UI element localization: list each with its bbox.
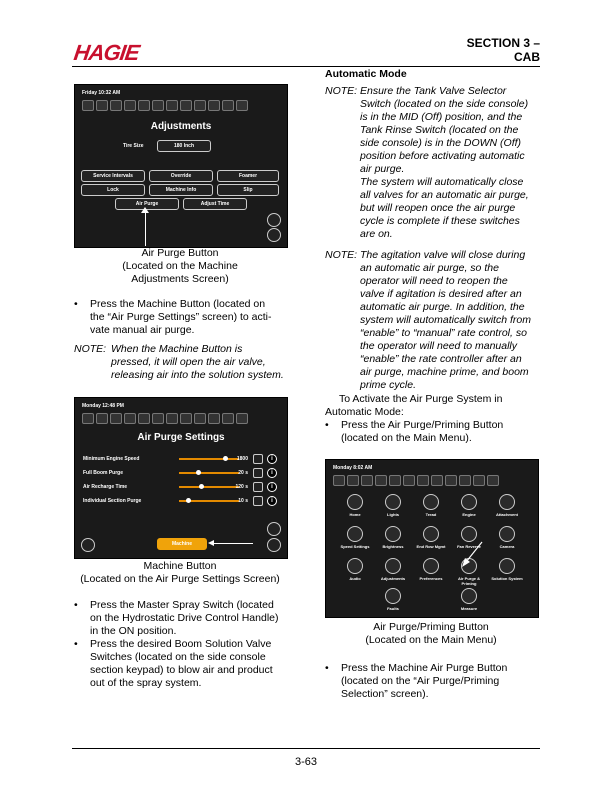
back-icon[interactable] (81, 538, 95, 552)
adjust-time-button[interactable]: Adjust Time (183, 198, 247, 210)
menu-attachment[interactable]: Attachment (490, 494, 524, 517)
callout-arrow (446, 540, 486, 570)
bullet-air-purge-priming: • Press the Air Purge/Priming Button (located on the Main Menu). (325, 419, 504, 444)
main-menu-screenshot (325, 459, 539, 618)
note-body: Switch (located on the side console) is in the MID (Off) position, and the Tank Rinse Switch (located on the side console) is in the DOWN (Off) position before activating automatic air purge. The system will automatically close all valves for an automatic air purge, but will reopen once the air purge cycle is complete if these switches are on. (360, 98, 529, 240)
menu-air-purge-priming[interactable]: Air Purge & Priming (452, 558, 486, 586)
note-first-line: The agitation valve will close during (360, 249, 526, 261)
menu-adjustments[interactable]: Adjustments (376, 558, 410, 581)
faults-icon (385, 588, 401, 604)
audio-icon (347, 558, 363, 574)
adjustments-screenshot (74, 84, 288, 248)
camera-icon (499, 526, 515, 542)
row-value: 20 s (238, 470, 248, 476)
note-first-line: Ensure the Tank Valve Selector (360, 85, 507, 97)
menu-engine[interactable]: Engine (452, 494, 486, 517)
figure-caption-1: Air Purge Button (Located on the Machine Adjustments Screen) (122, 247, 238, 285)
menu-audio[interactable]: Audio (338, 558, 372, 581)
arrow-head (141, 207, 149, 213)
engine-icon (461, 494, 477, 510)
info-icon[interactable]: i (267, 454, 277, 464)
bullet-master-spray: • Press the Master Spray Switch (located on the Hydrostatic Drive Control Handle) in the ON position. (74, 599, 279, 637)
section-line-2: CAB (514, 50, 540, 64)
section-line-1: SECTION 3 – (466, 36, 540, 50)
edit-icon[interactable] (253, 468, 263, 478)
home-icon[interactable] (267, 522, 281, 536)
menu-brightness[interactable]: Brightness (376, 526, 410, 549)
row-label: Full Boom Purge (83, 470, 123, 476)
slider-knob[interactable] (199, 484, 204, 489)
slider-knob[interactable] (186, 498, 191, 503)
row-value: 120 s (235, 484, 248, 490)
menu-lights[interactable]: Lights (376, 494, 410, 517)
air-purge-button[interactable]: Air Purge (115, 198, 179, 210)
activate-instructions: To Activate the Air Purge System in Automatic Mode: (325, 393, 503, 418)
screen-time: Friday 10:32 AM (82, 90, 121, 96)
menu-tread[interactable]: Tread (414, 494, 448, 517)
screen-time: Monday 12:48 PM (82, 403, 124, 409)
page-number: 3-63 (294, 756, 318, 768)
tire-size-label: Tire Size (123, 143, 144, 149)
foamer-button[interactable]: Foamer (217, 170, 279, 182)
lock-button[interactable]: Lock (81, 184, 145, 196)
info-icon[interactable]: i (267, 482, 277, 492)
figure-caption-3: Air Purge/Priming Button (Located on the Main Menu) (365, 621, 497, 646)
air-purge-settings-screenshot (74, 397, 288, 559)
edit-icon[interactable] (253, 482, 263, 492)
brightness-icon (385, 526, 401, 542)
measure-icon (461, 588, 477, 604)
bullet-boom-valve: • Press the desired Boom Solution Valve Switches (located on the side console section keypad) to blow air and product out of the spray system. (74, 638, 273, 689)
note-label: NOTE: (74, 343, 107, 355)
menu-camera[interactable]: Camera (490, 526, 524, 549)
row-label: Air Recharge Time (83, 484, 128, 490)
speed-icon (347, 526, 363, 542)
row-label: Individual Section Purge (83, 498, 142, 504)
arrow-head (208, 540, 214, 546)
solution-icon (499, 558, 515, 574)
section-heading (467, 36, 540, 64)
callout-arrow (145, 209, 146, 246)
menu-preferences[interactable]: Preferences (414, 558, 448, 581)
tread-icon (423, 494, 439, 510)
menu-end-row-mgmt[interactable]: End Row Mgmt (414, 526, 448, 549)
menu-icon[interactable] (267, 538, 281, 552)
menu-faults[interactable]: Faults (376, 588, 410, 611)
adjustments-icon (385, 558, 401, 574)
screen-time: Monday 8:02 AM (333, 465, 373, 471)
callout-arrow (213, 543, 253, 544)
tire-size-field[interactable]: 180 Inch (157, 140, 211, 152)
row-value: 1800 (236, 456, 248, 462)
row-value: 10 s (238, 498, 248, 504)
note-body: When the Machine Button is pressed, it will open the air valve, releasing air into the solution system. (111, 343, 284, 381)
note-body: an automatic air purge, so the operator will need to reopen the valve if agitation is desired after an automatic air purge. In addition, the system will automatically switch from “enable” to “manual” rate control, so the operator will need to manually “enable” the rate controller after an air purge, machine prime, and boom prime cycle. (360, 262, 531, 391)
screen-title: Air Purge Settings (137, 432, 225, 443)
preferences-icon (423, 558, 439, 574)
info-icon[interactable]: i (267, 468, 277, 478)
end-row-icon (423, 526, 439, 542)
menu-fan-reverse[interactable]: Fan Reverse (452, 526, 486, 549)
bullet-machine-button: • Press the Machine Button (located on the “Air Purge Settings” screen) to acti- vate manual air purge. (74, 298, 272, 336)
home-icon[interactable] (267, 213, 281, 227)
menu-measure[interactable]: Measure (452, 588, 486, 611)
note-label: NOTE: (325, 85, 358, 97)
screen-icon-bar (82, 413, 248, 424)
figure-caption-2: Machine Button (Located on the Air Purge Settings Screen) (80, 560, 280, 585)
slider-knob[interactable] (223, 456, 228, 461)
home-icon (347, 494, 363, 510)
bullet-machine-air-purge: • Press the Machine Air Purge Button (located on the “Air Purge/Priming Selection” screen). (325, 662, 508, 700)
info-icon[interactable]: i (267, 496, 277, 506)
machine-button[interactable]: Machine (157, 538, 207, 550)
attachment-icon (499, 494, 515, 510)
screen-icon-bar (333, 475, 499, 486)
machine-info-button[interactable]: Machine Info (149, 184, 213, 196)
slider-knob[interactable] (196, 470, 201, 475)
screen-icon-bar (82, 100, 248, 111)
menu-solution-system[interactable]: Solution System (490, 558, 524, 581)
row-label: Minimum Engine Speed (83, 456, 140, 462)
header-rule (72, 66, 540, 67)
hagie-logo: HAGIE (72, 40, 141, 65)
menu-home[interactable]: Home (338, 494, 372, 517)
automatic-mode-heading: Automatic Mode (325, 68, 407, 80)
slip-button[interactable]: Slip (217, 184, 279, 196)
edit-icon[interactable] (253, 496, 263, 506)
screen-title: Adjustments (150, 121, 212, 132)
note-label: NOTE: (325, 249, 358, 261)
footer-rule (72, 748, 540, 749)
menu-icon[interactable] (267, 228, 281, 242)
service-intervals-button[interactable]: Service Intervals (81, 170, 145, 182)
lights-icon (385, 494, 401, 510)
override-button[interactable]: Override (149, 170, 213, 182)
edit-icon[interactable] (253, 454, 263, 464)
menu-speed-settings[interactable]: Speed Settings (338, 526, 372, 549)
